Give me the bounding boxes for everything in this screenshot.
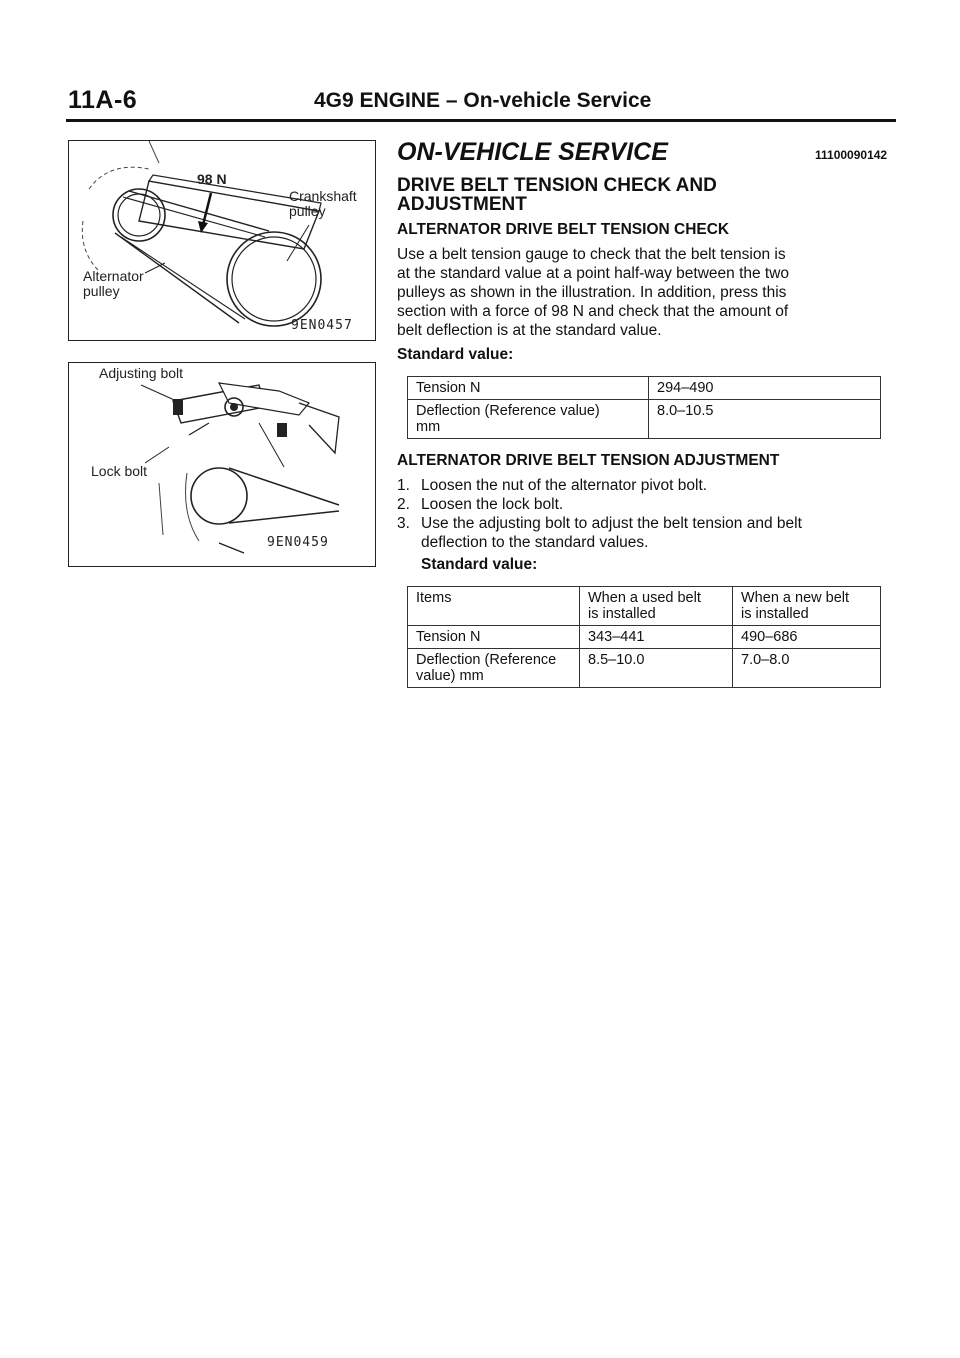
table-cell: Tension N <box>408 377 649 400</box>
table-cell: Deflection (Reference value) mm <box>408 649 580 688</box>
step-number: 2. <box>397 496 410 513</box>
table-cell: 7.0–8.0 <box>733 649 881 688</box>
belt-tension-figure <box>68 140 376 341</box>
table-row <box>408 649 881 688</box>
table-cell: 343–441 <box>580 626 733 649</box>
table-cell: Tension N <box>408 626 580 649</box>
table-cell: 8.5–10.0 <box>580 649 733 688</box>
adjust-heading: ALTERNATOR DRIVE BELT TENSION ADJUSTMENT <box>397 452 780 469</box>
table-row <box>408 626 881 649</box>
table-header-cell: When a new belt is installed <box>733 587 881 626</box>
adjusting-bolt-label: Adjusting bolt <box>99 365 184 381</box>
table-cell: 8.0–10.5 <box>649 400 881 439</box>
crankshaft-pulley-label: Crankshaft pulley <box>289 188 357 219</box>
step-number: 3. <box>397 515 410 532</box>
section-code: 11100090142 <box>815 148 888 162</box>
check-paragraph: Use a belt tension gauge to check that the belt tension is at the standard value at a point half-way between the two pulleys as shown in the illustration. In addition, press this section with a force of 98 N and check that the amount of belt deflection is at the standard value. <box>397 246 790 339</box>
table-cell: 490–686 <box>733 626 881 649</box>
alternator-pulley-label: Alternator pulley <box>83 268 144 299</box>
step-number: 1. <box>397 477 410 494</box>
section-title: ON-VEHICLE SERVICE <box>397 138 668 166</box>
check-heading: ALTERNATOR DRIVE BELT TENSION CHECK <box>397 221 730 238</box>
force-label: 98 N <box>197 171 227 187</box>
standard-value-label: Standard value: <box>397 346 514 363</box>
table-row <box>408 587 881 626</box>
table-cell: Deflection (Reference value) mm <box>408 400 649 439</box>
table-row <box>408 400 881 439</box>
standard-value-label-2: Standard value: <box>421 556 538 573</box>
lock-bolt-label: Lock bolt <box>91 463 148 479</box>
subsection-title: DRIVE BELT TENSION CHECK AND ADJUSTMENT <box>397 175 717 215</box>
page-title: 4G9 ENGINE – On-vehicle Service <box>314 89 652 112</box>
check-spec-table <box>407 376 881 439</box>
header-rule <box>66 119 896 122</box>
figure-code: 9EN0457 <box>291 318 353 333</box>
page-number: 11A-6 <box>68 86 138 114</box>
table-cell: 294–490 <box>649 377 881 400</box>
table-header-cell: When a used belt is installed <box>580 587 733 626</box>
table-row <box>408 377 881 400</box>
page-header <box>68 86 896 120</box>
table-header-cell: Items <box>408 587 580 626</box>
adjust-spec-table <box>407 586 881 688</box>
adjusting-bolt-figure <box>68 362 376 567</box>
figure-code: 9EN0459 <box>267 535 329 550</box>
